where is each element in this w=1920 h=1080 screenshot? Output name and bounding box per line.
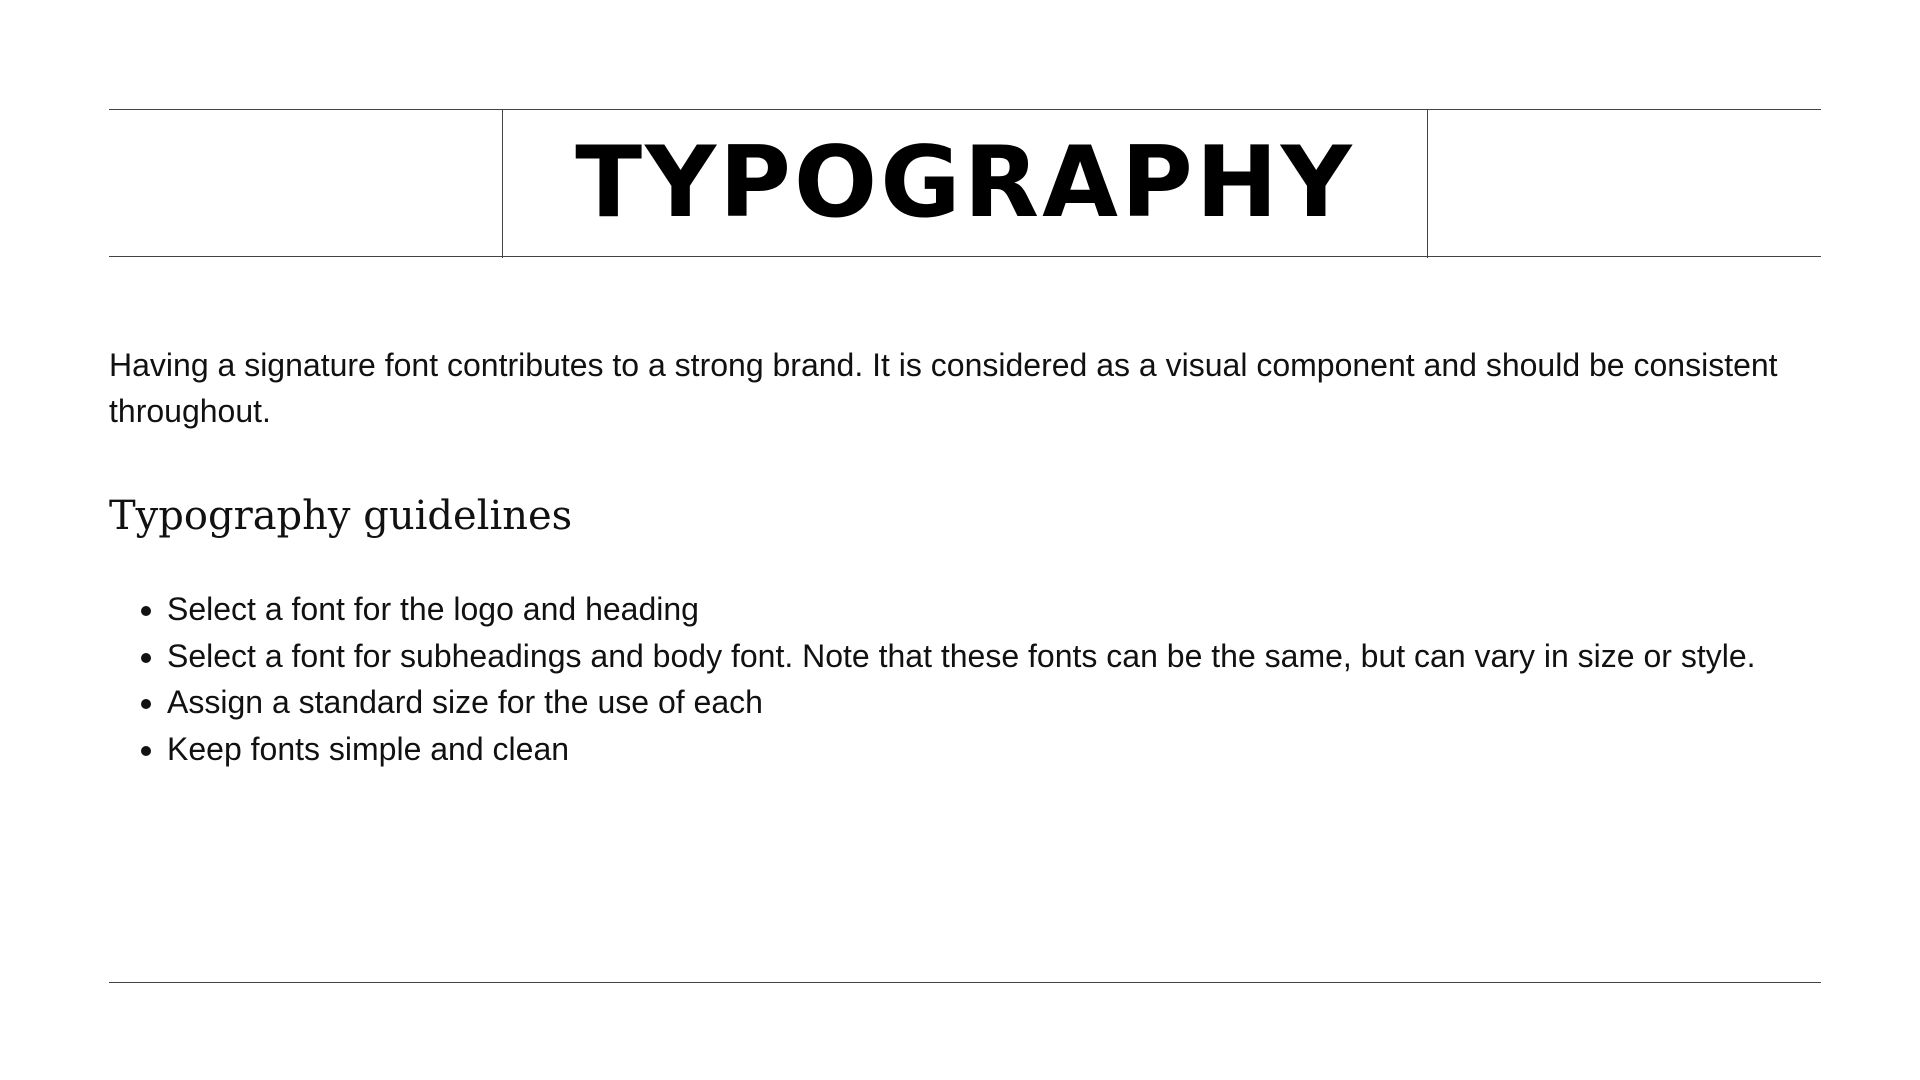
guideline-item: • Keep fonts simple and clean — [167, 726, 1821, 773]
guidelines-list — [109, 586, 1821, 772]
footer-divider — [109, 982, 1821, 983]
title-band — [109, 109, 1821, 257]
guideline-item: • Assign a standard size for the use of each — [167, 679, 1821, 726]
section-heading: Typography guidelines — [109, 493, 573, 539]
intro-paragraph: Having a signature font contributes to a strong brand. It is considered as a visual component and should be consistent throughout. — [109, 347, 1778, 429]
guideline-item: • Select a font for the logo and heading — [167, 586, 1821, 633]
page-title: TYPOGRAPHY — [575, 126, 1355, 240]
title-frame — [502, 109, 1428, 258]
guideline-item: • Select a font for subheadings and body font. Note that these fonts can be the same, but can vary in size or style. — [167, 633, 1821, 680]
